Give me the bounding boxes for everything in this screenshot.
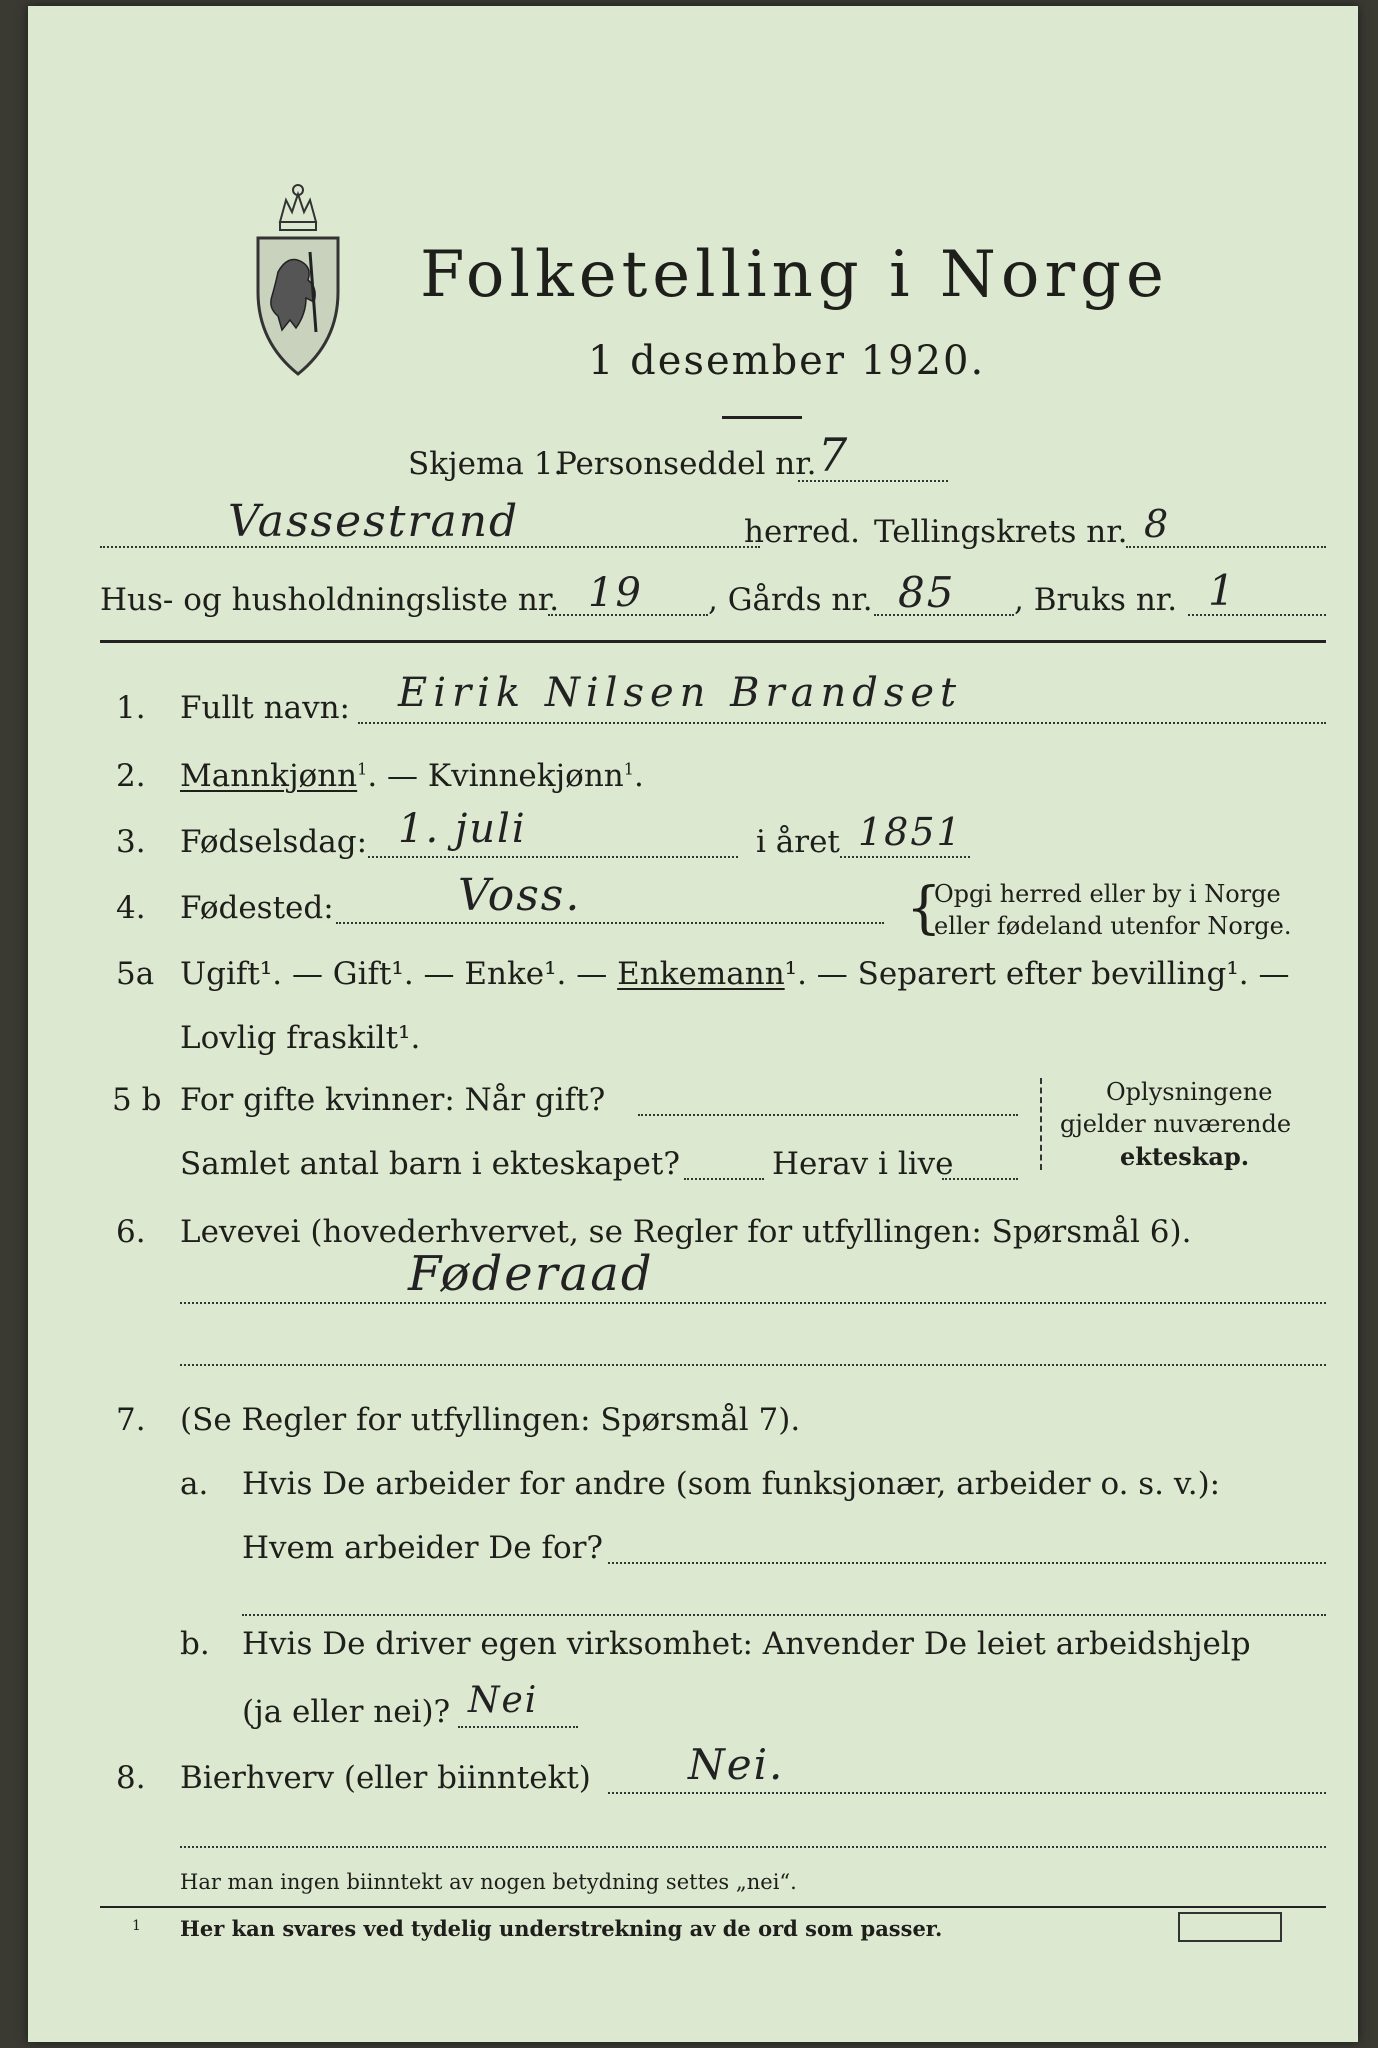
husliste-value[interactable]: 19 xyxy=(588,570,643,616)
q8-number: 8. xyxy=(116,1760,146,1796)
q6-field-line-2 xyxy=(180,1364,1326,1366)
census-date: 1 desember 1920. xyxy=(588,338,986,384)
q3-birthday-value[interactable]: 1. juli xyxy=(398,806,527,852)
q6-field-line-1 xyxy=(180,1302,1326,1304)
q2-number: 2. xyxy=(116,758,146,794)
tellingskrets-field-line xyxy=(1126,546,1326,548)
q2-female-option[interactable]: Kvinnekjønn xyxy=(427,758,624,794)
q2-gender-options: Mannkjønn$^1$. — Kvinnekjønn$^1$. xyxy=(180,758,644,794)
q7b-question: Hvis De driver egen virksomhet: Anvender De leiet arbeidshjelp xyxy=(242,1626,1251,1662)
q5b-number: 5 b xyxy=(112,1082,162,1118)
q7a-employer-line-2 xyxy=(242,1614,1326,1616)
norwegian-coat-of-arms-icon xyxy=(250,182,346,382)
title-divider xyxy=(722,416,802,419)
q5a-widower-option[interactable]: Enkemann xyxy=(617,956,785,992)
q5a-marital-options: Ugift¹. — Gift¹. — Enke¹. — Enkemann¹. — Separert efter bevilling¹. — xyxy=(180,956,1290,992)
herred-label: herred. xyxy=(744,514,860,550)
q5b-children-label: Samlet antal barn i ekteskapet? xyxy=(180,1146,680,1182)
header-divider xyxy=(100,640,1326,643)
q6-label: Levevei (hovederhvervet, se Regler for utfyllingen: Spørsmål 6). xyxy=(180,1214,1192,1250)
q8-secondary-income-value[interactable]: Nei. xyxy=(688,1740,785,1789)
gards-label: , Gårds nr. xyxy=(708,582,873,618)
footnote-divider xyxy=(100,1906,1326,1908)
footnote-text: Her kan svares ved tydelig understrekning av de ord som passer. xyxy=(180,1916,943,1941)
q7b-hired-help-line xyxy=(458,1726,578,1728)
husliste-label: Hus- og husholdningsliste nr. xyxy=(100,582,560,618)
q3-day-field-line xyxy=(368,856,738,858)
q5b-when-married-label: For gifte kvinner: Når gift? xyxy=(180,1082,606,1118)
q8-field-line-2 xyxy=(180,1846,1326,1848)
footnote-marker: 1 xyxy=(132,1918,141,1934)
q7b-letter: b. xyxy=(180,1626,210,1662)
q2-male-option[interactable]: Mannkjønn xyxy=(180,758,358,794)
bruks-label: , Bruks nr. xyxy=(1014,582,1178,618)
q5b-note-line-3: ekteskap. xyxy=(1120,1142,1250,1171)
herred-value[interactable]: Vassestrand xyxy=(228,496,520,547)
q3-year-value[interactable]: 1851 xyxy=(858,810,963,854)
q6-occupation-value[interactable]: Føderaad xyxy=(408,1246,654,1302)
q7a-employer-label: Hvem arbeider De for? xyxy=(242,1530,604,1566)
schema-label: Skjema 1. xyxy=(408,446,564,482)
q8-field-line xyxy=(608,1792,1326,1794)
q8-label: Bierhverv (eller biinntekt) xyxy=(180,1760,591,1796)
q5b-alive-label: Herav i live xyxy=(772,1146,954,1182)
q4-number: 4. xyxy=(116,890,146,926)
q7-label: (Se Regler for utfyllingen: Spørsmål 7). xyxy=(180,1402,801,1438)
q5b-children-line xyxy=(684,1178,764,1180)
q3-label: Fødselsdag: xyxy=(180,824,368,860)
q6-number: 6. xyxy=(116,1214,146,1250)
q4-note-line-2: eller fødeland utenfor Norge. xyxy=(934,912,1292,940)
q4-note-line-1: Opgi herred eller by i Norge xyxy=(934,880,1281,908)
q4-birthplace-value[interactable]: Voss. xyxy=(458,870,582,921)
gards-value[interactable]: 85 xyxy=(898,568,956,617)
q5b-note-divider xyxy=(1040,1078,1042,1170)
q7a-employer-line xyxy=(608,1562,1326,1564)
q1-number: 1. xyxy=(116,690,146,726)
form-title: Folketelling i Norge xyxy=(420,238,1169,312)
q7a-question: Hvis De arbeider for andre (som funksjonær, arbeider o. s. v.): xyxy=(242,1466,1221,1502)
q1-value-full-name[interactable]: Eirik Nilsen Brandset xyxy=(398,670,963,716)
q5b-alive-line xyxy=(942,1178,1018,1180)
q4-note-brace: { xyxy=(906,876,942,941)
q3-number: 3. xyxy=(116,824,146,860)
printer-stamp xyxy=(1178,1912,1282,1942)
q5b-note-line-2: gjelder nuværende xyxy=(1060,1110,1292,1138)
q7b-hired-help-label: (ja eller nei)? xyxy=(242,1694,451,1730)
q4-field-line xyxy=(336,922,884,924)
tellingskrets-label: Tellingskrets nr. xyxy=(874,514,1128,550)
q3-year-label: i året xyxy=(756,824,840,860)
tellingskrets-value[interactable]: 8 xyxy=(1144,502,1171,546)
q4-label: Fødested: xyxy=(180,890,334,926)
biinntekt-note: Har man ingen biinntekt av nogen betydning settes „nei“. xyxy=(180,1870,797,1894)
q7a-letter: a. xyxy=(180,1466,209,1502)
q1-label: Fullt navn: xyxy=(180,690,350,726)
q5b-when-married-line xyxy=(638,1114,1018,1116)
personseddel-value[interactable]: 7 xyxy=(818,428,850,482)
q7b-hired-help-value[interactable]: Nei xyxy=(468,1680,539,1721)
q1-field-line xyxy=(358,722,1326,724)
q7-number: 7. xyxy=(116,1402,146,1438)
bruks-value[interactable]: 1 xyxy=(1208,566,1237,615)
personseddel-label: Personseddel nr. xyxy=(556,446,817,482)
q3-year-field-line xyxy=(840,856,970,858)
q5a-number: 5a xyxy=(116,956,155,992)
census-form-sheet xyxy=(28,6,1358,2042)
q5b-note-line-1: Oplysningene xyxy=(1106,1078,1273,1106)
q5a-divorced-option[interactable]: Lovlig fraskilt¹. xyxy=(180,1020,421,1056)
